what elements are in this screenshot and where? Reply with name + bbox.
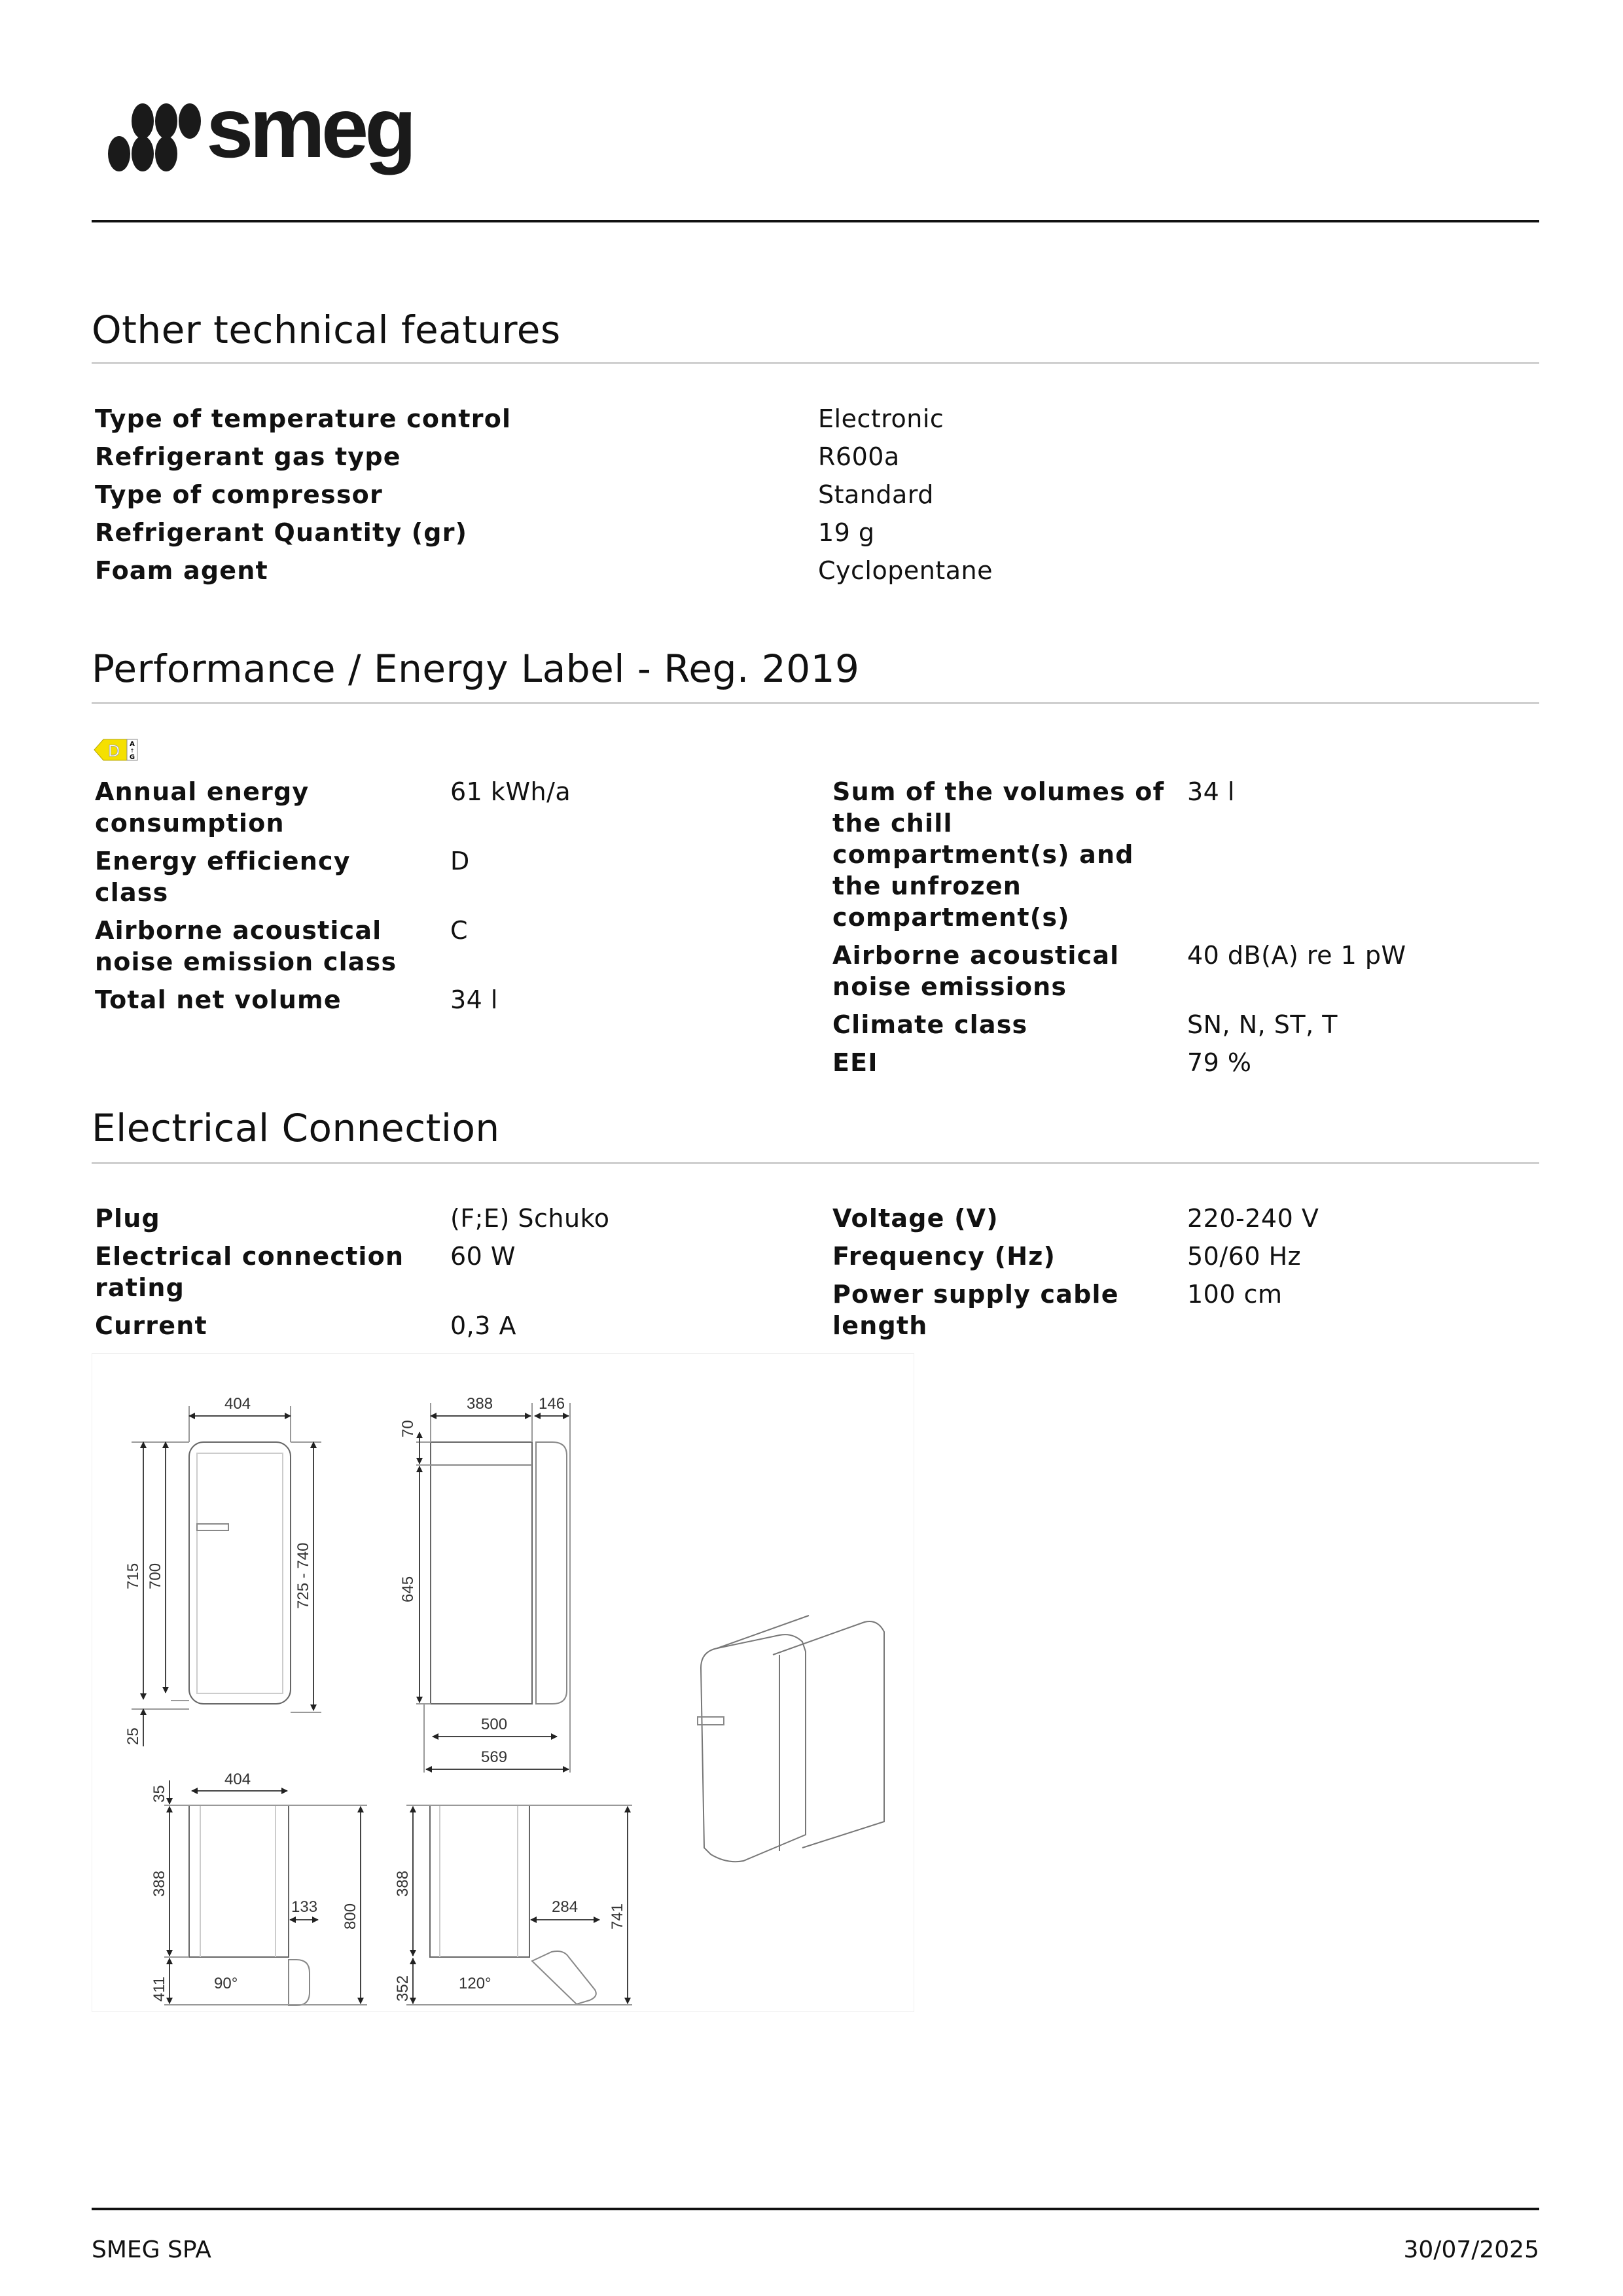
top-view-90 bbox=[164, 1780, 367, 2005]
section-rule bbox=[92, 362, 1539, 364]
dimension-drawing bbox=[92, 1353, 914, 2012]
section-title-electrical: Electrical Connection bbox=[92, 1106, 500, 1150]
header-rule bbox=[92, 220, 1539, 222]
dimension-drawing-svg bbox=[92, 1354, 914, 2011]
spec-value: 19 g bbox=[818, 518, 875, 547]
dim-front-feet: 25 bbox=[124, 1727, 142, 1745]
spec-label: Refrigerant Quantity (gr) bbox=[95, 518, 468, 547]
footer-rule bbox=[92, 2208, 1539, 2210]
spec-value: SN, N, ST, T bbox=[1187, 1010, 1338, 1039]
dim-side-500: 500 bbox=[481, 1716, 508, 1733]
logo-dots-icon bbox=[108, 103, 201, 171]
smeg-logo bbox=[98, 92, 504, 177]
footer-date: 30/07/2025 bbox=[1403, 2236, 1539, 2263]
spec-value: 220-240 V bbox=[1187, 1204, 1319, 1233]
spec-value: Cyclopentane bbox=[818, 556, 993, 585]
spec-value: 79 % bbox=[1187, 1048, 1252, 1077]
spec-label: Type of temperature control bbox=[95, 404, 512, 433]
energy-class-badge-icon bbox=[93, 737, 140, 763]
spec-value: R600a bbox=[818, 442, 900, 471]
dim-side-height: 645 bbox=[399, 1576, 417, 1602]
spec-label: Total net volume bbox=[95, 985, 342, 1014]
spec-label: Foam agent bbox=[95, 556, 268, 585]
spec-value: Standard bbox=[818, 480, 934, 509]
dim-top120-total: 741 bbox=[609, 1903, 626, 1930]
dim-side-door: 146 bbox=[539, 1395, 565, 1413]
spec-value: 0,3 A bbox=[450, 1311, 517, 1340]
dim-front-715: 715 bbox=[124, 1563, 142, 1589]
fridge-3d-view bbox=[698, 1616, 884, 1862]
dim-front-700: 700 bbox=[147, 1563, 164, 1589]
spec-value: 34 l bbox=[450, 985, 498, 1014]
spec-label: Climate class bbox=[832, 1010, 1028, 1039]
dim-top90-swing: 411 bbox=[151, 1976, 168, 2002]
spec-label: Energy efficiency class bbox=[95, 847, 351, 907]
spec-label: Sum of the volumes of the chill compartment(s) and the unfrozen compartment(s) bbox=[832, 777, 1165, 932]
top-view-120 bbox=[406, 1805, 632, 2005]
dim-top120-swing: 352 bbox=[394, 1975, 412, 2002]
energy-class-letter: D bbox=[107, 742, 120, 760]
brand-text: smeg bbox=[206, 92, 413, 175]
dim-side-depth: 388 bbox=[467, 1395, 493, 1413]
footer-company: SMEG SPA bbox=[92, 2236, 211, 2263]
spec-value: (F;E) Schuko bbox=[450, 1204, 610, 1233]
spec-label: Refrigerant gas type bbox=[95, 442, 401, 471]
spec-label: Annual energy consumption bbox=[95, 777, 310, 838]
dim-top90-depth: 388 bbox=[151, 1870, 168, 1897]
spec-value: 34 l bbox=[1187, 777, 1235, 806]
spec-label: Voltage (V) bbox=[832, 1204, 999, 1233]
scale-bottom: G bbox=[129, 754, 135, 761]
section-title-other: Other technical features bbox=[92, 308, 561, 352]
spec-label: Frequency (Hz) bbox=[832, 1242, 1056, 1271]
dim-side-top: 70 bbox=[399, 1420, 417, 1438]
scale-top: A bbox=[130, 741, 135, 748]
dim-top90-total: 800 bbox=[342, 1903, 359, 1930]
spec-label: Plug bbox=[95, 1204, 160, 1233]
dim-front-width: 404 bbox=[224, 1395, 251, 1413]
dim-front-725-740: 725 - 740 bbox=[294, 1542, 312, 1609]
section-title-performance: Performance / Energy Label - Reg. 2019 bbox=[92, 646, 860, 691]
spec-value: Electronic bbox=[818, 404, 944, 433]
arrow-up-icon: ↑ bbox=[130, 748, 135, 754]
spec-value: 40 dB(A) re 1 pW bbox=[1187, 941, 1406, 970]
spec-label: Power supply cable length bbox=[832, 1280, 1119, 1340]
dim-top120-angle: 120° bbox=[459, 1975, 491, 1992]
spec-label: Electrical connection rating bbox=[95, 1242, 404, 1302]
dim-top120-depth: 388 bbox=[394, 1870, 412, 1897]
spec-value: 100 cm bbox=[1187, 1280, 1283, 1309]
spec-value: 50/60 Hz bbox=[1187, 1242, 1302, 1271]
spec-value: D bbox=[450, 847, 470, 875]
dim-top90-door: 133 bbox=[291, 1898, 318, 1916]
spec-label: EEI bbox=[832, 1048, 878, 1077]
dim-side-569: 569 bbox=[481, 1748, 508, 1766]
dim-top120-door: 284 bbox=[552, 1898, 579, 1916]
section-rule bbox=[92, 702, 1539, 704]
spec-label: Airborne acoustical noise emissions bbox=[832, 941, 1120, 1001]
dim-top90-angle: 90° bbox=[214, 1975, 238, 1992]
dim-top90-35: 35 bbox=[151, 1785, 168, 1803]
dim-top90-width: 404 bbox=[224, 1771, 251, 1788]
spec-value: 61 kWh/a bbox=[450, 777, 571, 806]
spec-label: Current bbox=[95, 1311, 207, 1340]
spec-label: Type of compressor bbox=[95, 480, 383, 509]
spec-label: Airborne acoustical noise emission class bbox=[95, 916, 397, 976]
section-rule bbox=[92, 1162, 1539, 1164]
spec-value: 60 W bbox=[450, 1242, 516, 1271]
spec-value: C bbox=[450, 916, 469, 945]
